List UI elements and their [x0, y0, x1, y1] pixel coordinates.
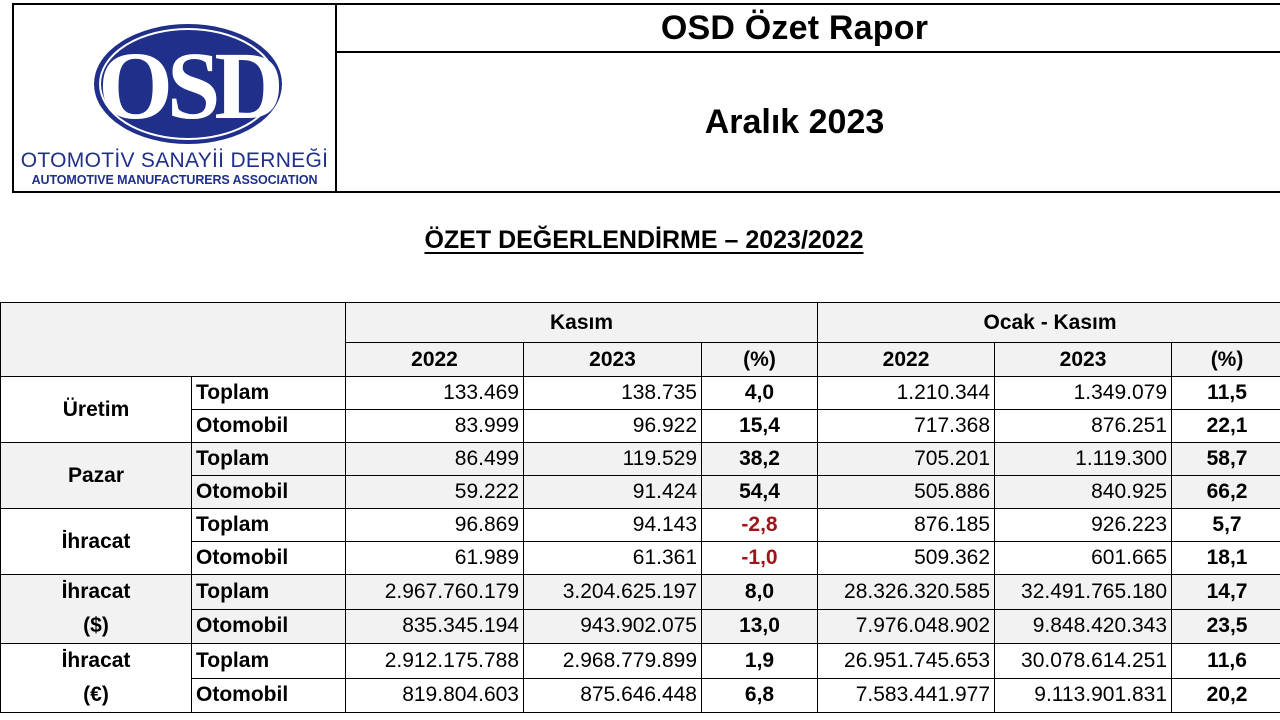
group-label-line1: İhracat	[61, 649, 131, 672]
value-cell: 7.976.048.902	[818, 609, 995, 644]
table-row	[1, 476, 1280, 509]
value-cell: 876.185	[818, 509, 995, 542]
value-cell: 26.951.745.653	[818, 644, 995, 679]
row-type-label: Otomobil	[192, 609, 346, 644]
value-cell: 3.204.625.197	[524, 575, 702, 610]
value-cell: 7.583.441.977	[818, 678, 995, 713]
value-cell: 83.999	[346, 410, 524, 443]
value-cell: 875.646.448	[524, 678, 702, 713]
table-row	[1, 509, 1280, 542]
row-type-label: Toplam	[192, 644, 346, 679]
value-cell: 133.469	[346, 377, 524, 410]
col-header: 2023	[524, 343, 702, 377]
value-cell: 9.113.901.831	[995, 678, 1172, 713]
group-label	[1, 377, 192, 443]
value-cell: 91.424	[524, 476, 702, 509]
percent-cell: 1,9	[702, 644, 818, 679]
percent-cell: 66,2	[1172, 476, 1280, 509]
value-cell: 705.201	[818, 443, 995, 476]
value-cell: 926.223	[995, 509, 1172, 542]
value-cell: 96.922	[524, 410, 702, 443]
percent-cell: 15,4	[702, 410, 818, 443]
percent-cell: 13,0	[702, 609, 818, 644]
logo-cell	[14, 5, 337, 191]
table-row	[1, 644, 1280, 679]
value-cell: 94.143	[524, 509, 702, 542]
group-label	[1, 509, 192, 575]
report-header	[12, 3, 1280, 193]
percent-cell: 22,1	[1172, 410, 1280, 443]
table-row	[1, 575, 1280, 610]
value-cell: 1.349.079	[995, 377, 1172, 410]
row-type-label: Otomobil	[192, 542, 346, 575]
col-header: 2022	[346, 343, 524, 377]
value-cell: 2.967.760.179	[346, 575, 524, 610]
table-row	[1, 410, 1280, 443]
percent-cell: 58,7	[1172, 443, 1280, 476]
value-cell: 96.869	[346, 509, 524, 542]
logo-letters: OSD	[98, 32, 278, 139]
value-cell: 840.925	[995, 476, 1172, 509]
value-cell: 876.251	[995, 410, 1172, 443]
percent-cell: 54,4	[702, 476, 818, 509]
table-row	[1, 377, 1280, 410]
table-row	[1, 678, 1280, 713]
col-header: 2022	[818, 343, 995, 377]
percent-cell: 14,7	[1172, 575, 1280, 610]
group-label-line1: Üretim	[62, 397, 130, 421]
value-cell: 59.222	[346, 476, 524, 509]
row-type-label: Otomobil	[192, 476, 346, 509]
col-header: (%)	[702, 343, 818, 377]
percent-cell: 6,8	[702, 678, 818, 713]
group-header-kasim: Kasım	[346, 303, 818, 343]
value-cell: 835.345.194	[346, 609, 524, 644]
group-label-line2: (€)	[83, 683, 109, 706]
row-type-label: Otomobil	[192, 410, 346, 443]
corner-cell	[1, 303, 346, 377]
col-header: (%)	[1172, 343, 1280, 377]
value-cell: 2.968.779.899	[524, 644, 702, 679]
percent-cell: 4,0	[702, 377, 818, 410]
row-type-label: Toplam	[192, 575, 346, 610]
col-header: 2023	[995, 343, 1172, 377]
row-type-label: Toplam	[192, 377, 346, 410]
value-cell: 30.078.614.251	[995, 644, 1172, 679]
group-label	[1, 644, 192, 713]
logo-name-en: AUTOMOTIVE MANUFACTURERS ASSOCIATION	[31, 173, 318, 187]
group-label	[1, 575, 192, 644]
percent-cell: 38,2	[702, 443, 818, 476]
percent-cell: 11,5	[1172, 377, 1280, 410]
group-header-row	[1, 303, 1280, 343]
value-cell: 1.210.344	[818, 377, 995, 410]
percent-cell: -2,8	[702, 509, 818, 542]
value-cell: 138.735	[524, 377, 702, 410]
section-title: ÖZET DEĞERLENDİRME – 2023/2022	[424, 226, 864, 254]
group-header-ocak-kasim: Ocak - Kasım	[818, 303, 1280, 343]
value-cell: 9.848.420.343	[995, 609, 1172, 644]
group-label-line1: İhracat	[61, 580, 131, 603]
group-label-line1: Pazar	[67, 463, 125, 487]
percent-cell: 8,0	[702, 575, 818, 610]
value-cell: 2.912.175.788	[346, 644, 524, 679]
percent-cell: -1,0	[702, 542, 818, 575]
percent-cell: 20,2	[1172, 678, 1280, 713]
value-cell: 505.886	[818, 476, 995, 509]
value-cell: 61.989	[346, 542, 524, 575]
summary-table	[0, 302, 1280, 713]
group-label-line1: İhracat	[61, 529, 131, 553]
logo-name-tr: OTOMOTİV SANAYİİ DERNEĞİ	[20, 149, 329, 172]
subtitle-cell	[337, 53, 1280, 191]
value-cell: 717.368	[818, 410, 995, 443]
value-cell: 28.326.320.585	[818, 575, 995, 610]
table-row	[1, 443, 1280, 476]
percent-cell: 11,6	[1172, 644, 1280, 679]
value-cell: 1.119.300	[995, 443, 1172, 476]
percent-cell: 23,5	[1172, 609, 1280, 644]
value-cell: 819.804.603	[346, 678, 524, 713]
table-row	[1, 542, 1280, 575]
percent-cell: 5,7	[1172, 509, 1280, 542]
row-type-label: Toplam	[192, 509, 346, 542]
title-cell	[337, 5, 1280, 53]
value-cell: 601.665	[995, 542, 1172, 575]
value-cell: 509.362	[818, 542, 995, 575]
osd-logo-icon	[78, 21, 288, 147]
group-label-line2: ($)	[83, 614, 109, 637]
value-cell: 943.902.075	[524, 609, 702, 644]
table-row	[1, 609, 1280, 644]
value-cell: 32.491.765.180	[995, 575, 1172, 610]
row-type-label: Toplam	[192, 443, 346, 476]
report-subtitle: Aralık 2023	[704, 102, 885, 141]
value-cell: 86.499	[346, 443, 524, 476]
value-cell: 119.529	[524, 443, 702, 476]
percent-cell: 18,1	[1172, 542, 1280, 575]
report-title: OSD Özet Rapor	[660, 8, 929, 47]
value-cell: 61.361	[524, 542, 702, 575]
group-label	[1, 443, 192, 509]
row-type-label: Otomobil	[192, 678, 346, 713]
